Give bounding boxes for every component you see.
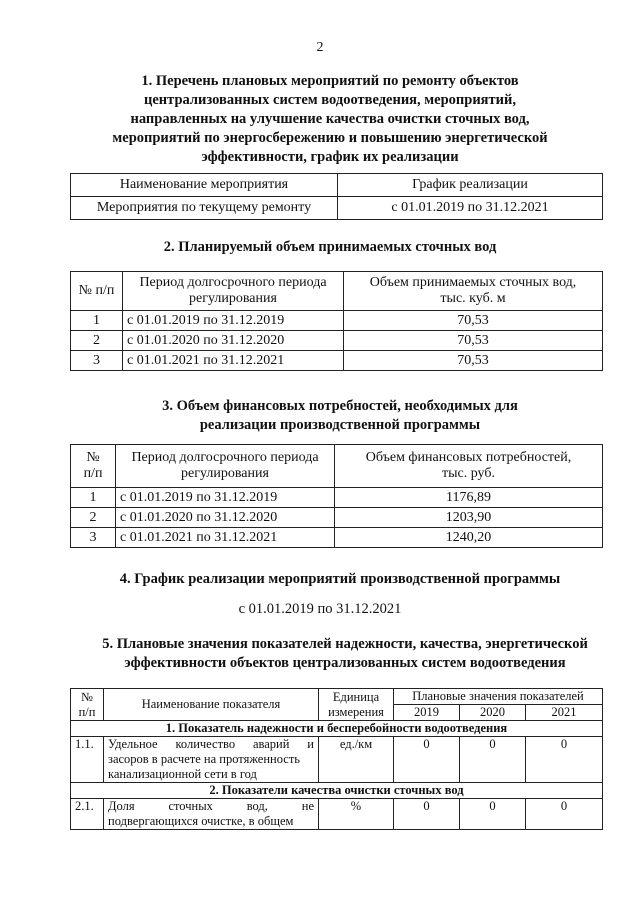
row-finance: 1176,89 bbox=[335, 488, 603, 508]
header-volume: Объем принимаемых сточных вод, тыс. куб. м bbox=[344, 272, 603, 311]
header-period: Период долгосрочного периода регулирования bbox=[116, 445, 335, 488]
section-2-title: 2. Планируемый объем принимаемых сточных вод bbox=[163, 239, 497, 255]
table-header-row bbox=[71, 689, 603, 705]
table-row bbox=[71, 197, 603, 220]
section-1-title: 1. Перечень плановых мероприятий по ремонту объектов централизованных систем водоотведения, мероприятий, направленных на улучшение качества очистки сточных вод, мероприятий по энергосбережению и повышению энергетической эффективности, график их реализации bbox=[112, 73, 548, 165]
row-volume: 70,53 bbox=[344, 331, 603, 351]
table-row bbox=[71, 799, 603, 830]
row-period: с 01.01.2019 по 31.12.2019 bbox=[116, 488, 335, 508]
table-row bbox=[71, 488, 603, 508]
section-4-period: с 01.01.2019 по 31.12.2021 bbox=[238, 601, 402, 617]
indicators-table bbox=[70, 688, 603, 830]
header-activity-name: Наименование мероприятия bbox=[71, 174, 338, 197]
row-number: 1.1. bbox=[71, 737, 104, 783]
table-row bbox=[71, 528, 603, 548]
header-period: Период долгосрочного периода регулирования bbox=[123, 272, 344, 311]
row-number: 3 bbox=[71, 528, 116, 548]
row-finance: 1203,90 bbox=[335, 508, 603, 528]
page-number: 2 bbox=[316, 40, 324, 55]
row-period: с 01.01.2021 по 31.12.2021 bbox=[123, 351, 344, 371]
group-row bbox=[71, 721, 603, 737]
row-volume: 70,53 bbox=[344, 351, 603, 371]
row-number: 2.1. bbox=[71, 799, 104, 830]
row-value: 0 bbox=[394, 737, 460, 783]
row-period: с 01.01.2020 по 31.12.2020 bbox=[123, 331, 344, 351]
table-row bbox=[71, 331, 603, 351]
group-treatment-quality: 2. Показатели качества очистки сточных вод bbox=[71, 783, 603, 799]
row-value: 0 bbox=[526, 737, 603, 783]
wastewater-volume-table bbox=[70, 271, 603, 371]
row-unit: % bbox=[319, 799, 394, 830]
header-indicator-name: Наименование показателя bbox=[104, 689, 319, 721]
section-4-title: 4. График реализации мероприятий производственной программы bbox=[119, 571, 561, 587]
financial-needs-table bbox=[70, 444, 603, 548]
row-number: 3 bbox=[71, 351, 123, 371]
table-header-row bbox=[71, 272, 603, 311]
header-year: 2020 bbox=[460, 705, 526, 721]
row-value: 0 bbox=[460, 799, 526, 830]
header-number: № п/п bbox=[71, 689, 104, 721]
row-value: 0 bbox=[526, 799, 603, 830]
row-number: 2 bbox=[71, 508, 116, 528]
row-indicator-name: Доля сточных вод, не подвергающихся очистке, в общем bbox=[104, 799, 319, 830]
activity-name: Мероприятия по текущему ремонту bbox=[71, 197, 338, 220]
group-reliability: 1. Показатель надежности и бесперебойности водоотведения bbox=[71, 721, 603, 737]
header-unit: Единица измерения bbox=[319, 689, 394, 721]
table-header-row bbox=[71, 174, 603, 197]
row-period: с 01.01.2019 по 31.12.2019 bbox=[123, 311, 344, 331]
header-number: № п/п bbox=[71, 445, 116, 488]
table-row bbox=[71, 508, 603, 528]
activities-table bbox=[70, 173, 603, 220]
row-period: с 01.01.2021 по 31.12.2021 bbox=[116, 528, 335, 548]
table-row bbox=[71, 311, 603, 331]
header-number: № п/п bbox=[71, 272, 123, 311]
row-number: 1 bbox=[71, 488, 116, 508]
header-planned-values: Плановые значения показателей bbox=[394, 689, 603, 705]
row-volume: 70,53 bbox=[344, 311, 603, 331]
header-year: 2021 bbox=[526, 705, 603, 721]
section-5-title: 5. Плановые значения показателей надежности, качества, энергетической эффективности объектов централизованных систем водоотведения bbox=[102, 636, 588, 671]
header-finance: Объем финансовых потребностей, тыс. руб. bbox=[335, 445, 603, 488]
header-year: 2019 bbox=[394, 705, 460, 721]
row-unit: ед./км bbox=[319, 737, 394, 783]
section-3-title: 3. Объем финансовых потребностей, необходимых для реализации производственной программы bbox=[162, 398, 518, 433]
group-row bbox=[71, 783, 603, 799]
activity-schedule: с 01.01.2019 по 31.12.2021 bbox=[338, 197, 603, 220]
row-number: 1 bbox=[71, 311, 123, 331]
row-value: 0 bbox=[394, 799, 460, 830]
table-row bbox=[71, 737, 603, 783]
table-header-row bbox=[71, 445, 603, 488]
row-finance: 1240,20 bbox=[335, 528, 603, 548]
table-row bbox=[71, 351, 603, 371]
header-schedule: График реализации bbox=[338, 174, 603, 197]
row-period: с 01.01.2020 по 31.12.2020 bbox=[116, 508, 335, 528]
row-indicator-name: Удельное количество аварий и засоров в расчете на протяженность канализационной сети в год bbox=[104, 737, 319, 783]
row-number: 2 bbox=[71, 331, 123, 351]
row-value: 0 bbox=[460, 737, 526, 783]
